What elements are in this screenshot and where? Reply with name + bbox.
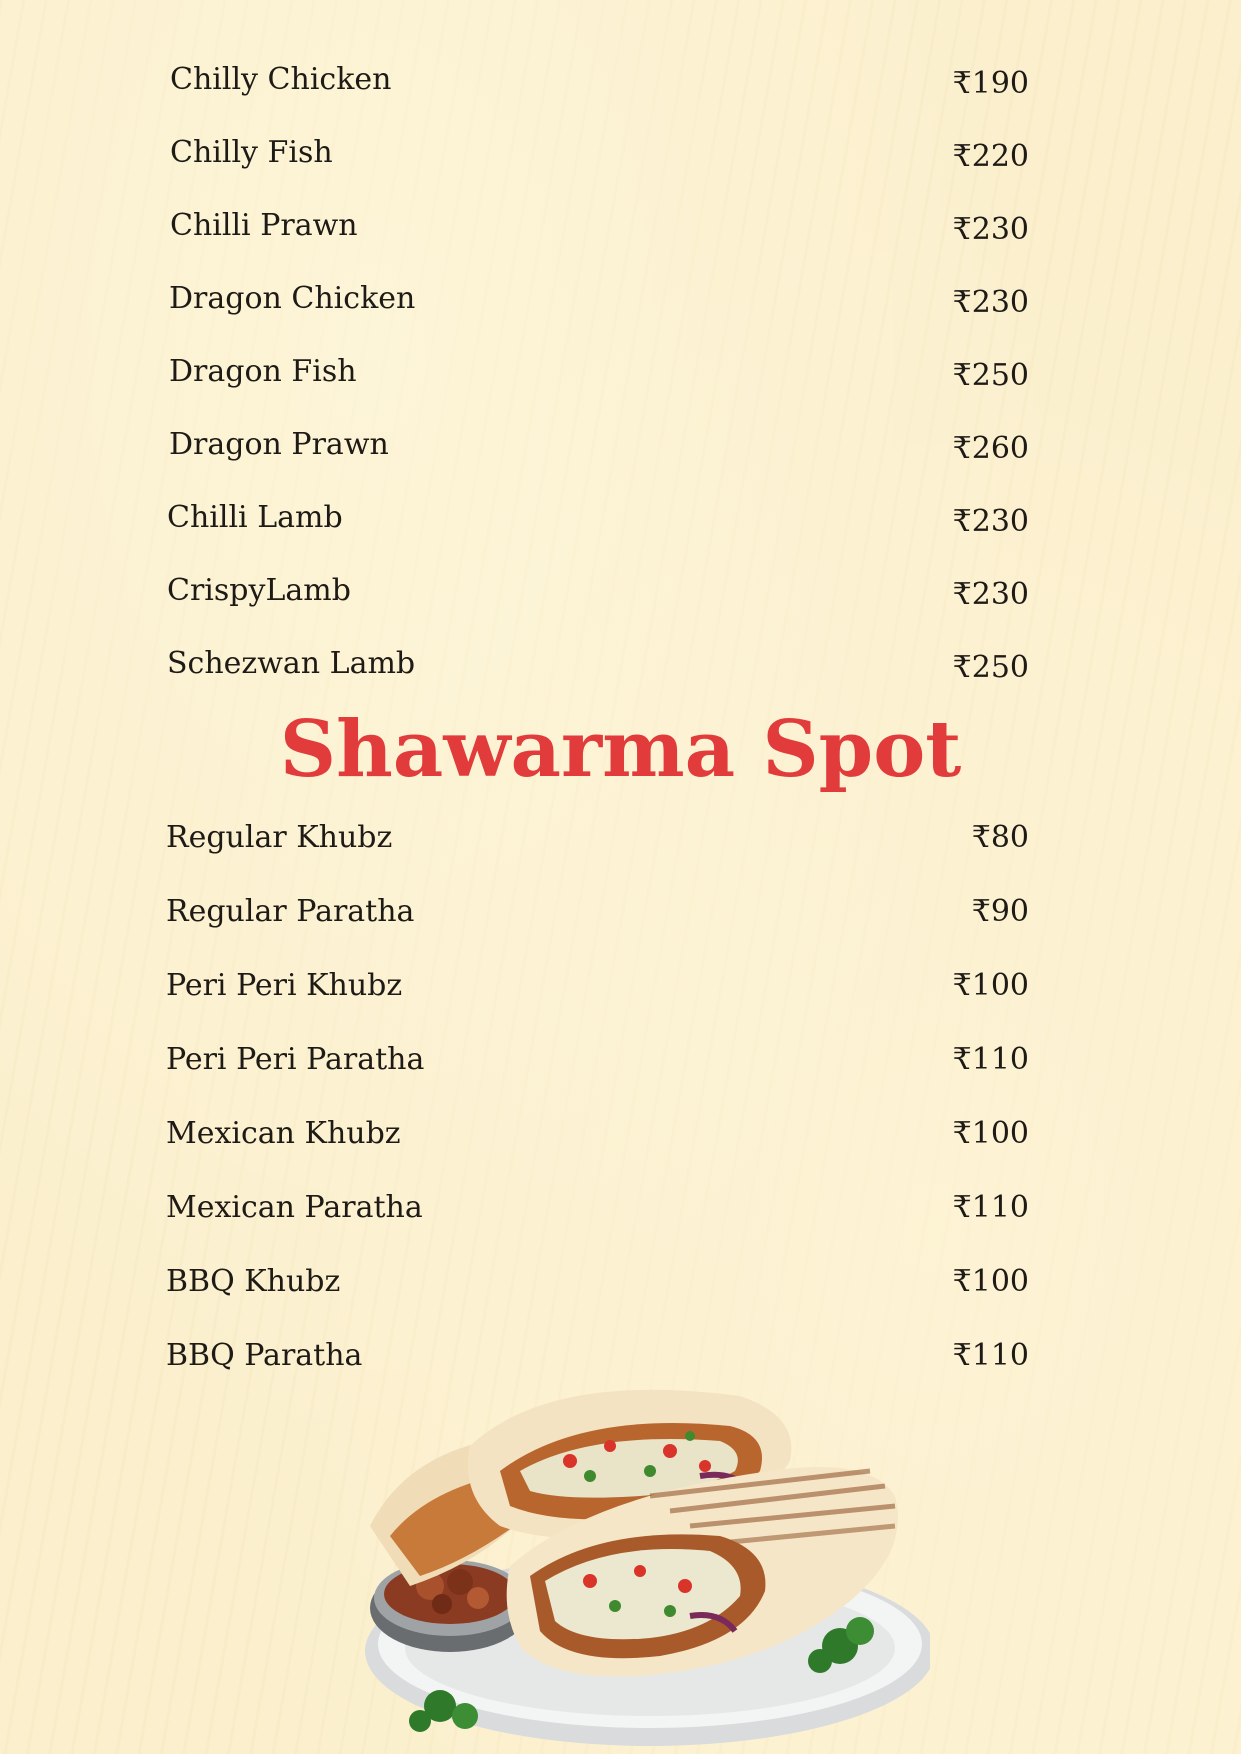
menu-item	[0, 60, 1241, 100]
menu-item	[0, 206, 1241, 246]
menu-item	[0, 279, 1241, 319]
item-price: ₹250	[952, 650, 1029, 685]
item-name: Chilly Chicken	[170, 62, 392, 97]
menu-item	[0, 1040, 1241, 1080]
menu-item	[0, 1262, 1241, 1302]
menu-item	[0, 1114, 1241, 1154]
item-price: ₹260	[952, 431, 1029, 466]
item-price: ₹90	[971, 894, 1029, 929]
item-price: ₹110	[952, 1338, 1029, 1373]
item-name: Schezwan Lamb	[167, 646, 416, 681]
menu-item	[0, 892, 1241, 932]
item-price: ₹190	[952, 66, 1029, 101]
menu-item	[0, 966, 1241, 1006]
item-name: BBQ Khubz	[166, 1264, 341, 1299]
item-name: Mexican Khubz	[166, 1116, 401, 1151]
item-price: ₹110	[952, 1042, 1029, 1077]
menu-item	[0, 818, 1241, 858]
item-price: ₹100	[952, 1264, 1029, 1299]
item-price: ₹100	[952, 968, 1029, 1003]
item-name: CrispyLamb	[167, 573, 351, 608]
item-name: Dragon Fish	[169, 354, 357, 389]
item-price: ₹230	[952, 504, 1029, 539]
item-name: Chilli Prawn	[170, 208, 358, 243]
item-price: ₹230	[952, 577, 1029, 612]
menu-item	[0, 352, 1241, 392]
section-title: Shawarma Spot	[279, 704, 962, 795]
menu-item	[0, 1336, 1241, 1376]
menu-item	[0, 498, 1241, 538]
menu-item	[0, 425, 1241, 465]
item-price: ₹100	[952, 1116, 1029, 1151]
item-price: ₹80	[971, 820, 1029, 855]
item-name: Regular Paratha	[166, 894, 415, 929]
item-price: ₹220	[952, 139, 1029, 174]
item-name: Regular Khubz	[166, 820, 393, 855]
shawarma-plate-icon	[350, 1376, 930, 1754]
item-price: ₹110	[952, 1190, 1029, 1225]
item-price: ₹230	[952, 285, 1029, 320]
item-price: ₹250	[952, 358, 1029, 393]
item-name: Peri Peri Khubz	[166, 968, 403, 1003]
menu-item	[0, 644, 1241, 684]
menu-item	[0, 133, 1241, 173]
item-name: Dragon Chicken	[169, 281, 416, 316]
menu-item	[0, 1188, 1241, 1228]
item-price: ₹230	[952, 212, 1029, 247]
item-name: Chilly Fish	[170, 135, 333, 170]
item-name: Peri Peri Paratha	[166, 1042, 425, 1077]
item-name: BBQ Paratha	[166, 1338, 363, 1373]
item-name: Mexican Paratha	[166, 1190, 423, 1225]
menu-item	[0, 571, 1241, 611]
item-name: Dragon Prawn	[169, 427, 389, 462]
item-name: Chilli Lamb	[167, 500, 343, 535]
